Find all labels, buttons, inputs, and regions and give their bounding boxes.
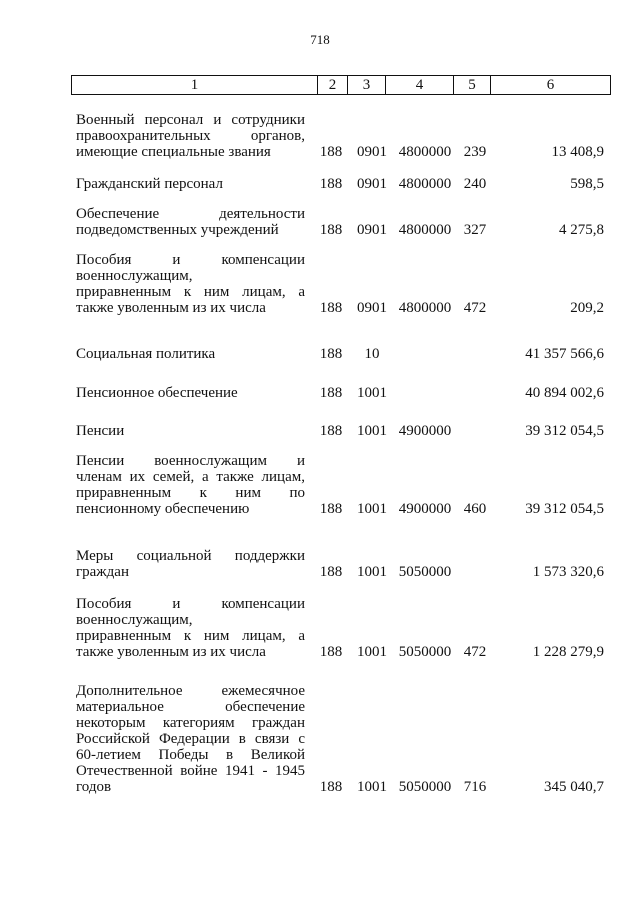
description-line: Меры социальной поддержки [76,548,305,564]
description-line: Пенсии [76,423,125,439]
ministry-code: 188 [319,346,343,362]
section-code: 1001 [357,779,387,795]
target-article-code: 4800000 [398,222,452,238]
description-line: 60-летием Победы в Великой [76,747,305,763]
section-code: 0901 [357,144,387,160]
description-line: Гражданский персонал [76,176,223,192]
ministry-code: 188 [319,779,343,795]
expense-type-code: 327 [463,222,487,238]
description-line: граждан [76,564,129,580]
description-line: Пособия и компенсации [76,596,305,612]
section-code: 1001 [357,501,387,517]
header-col-3: 3 [348,76,386,95]
expense-type-code: 472 [463,644,487,660]
column-header-table [71,75,611,95]
target-article-code: 4800000 [398,300,452,316]
section-code: 1001 [357,564,387,580]
description-line: Военный персонал и сотрудники [76,112,305,128]
ministry-code: 188 [319,423,343,439]
target-article-code: 5050000 [398,644,452,660]
ministry-code: 188 [319,385,343,401]
amount: 13 408,9 [551,144,604,160]
expense-type-code: 460 [463,501,487,517]
target-article-code: 4900000 [398,501,452,517]
ministry-code: 188 [319,222,343,238]
amount: 209,2 [570,300,604,316]
description-line: также уволенным из их числа [76,300,266,316]
header-row [72,76,611,95]
header-col-6: 6 [491,76,611,95]
ministry-code: 188 [319,144,343,160]
header-col-4: 4 [386,76,454,95]
row-description [76,385,305,401]
row-description [76,176,305,192]
section-code: 1001 [357,385,387,401]
description-line: Пособия и компенсации [76,252,305,268]
description-line: подведомственных учреждений [76,222,279,238]
row-description [76,453,305,517]
row-description [76,683,305,795]
row-description [76,112,305,160]
description-line: Пенсии военнослужащим и [76,453,305,469]
description-line: Дополнительное ежемесячное [76,683,305,699]
row-description [76,346,305,362]
description-line: военнослужащим, [76,268,193,284]
amount: 39 312 054,5 [525,501,604,517]
amount: 4 275,8 [559,222,604,238]
target-article-code: 4900000 [398,423,452,439]
row-description [76,252,305,316]
description-line: приравненным к ним по [76,485,305,501]
description-line: приравненным к ним лицам, а [76,284,305,300]
row-description [76,548,305,580]
amount: 1 228 279,9 [532,644,604,660]
section-code: 1001 [357,644,387,660]
ministry-code: 188 [319,501,343,517]
description-line: имеющие специальные звания [76,144,271,160]
description-line: пенсионному обеспечению [76,501,250,517]
target-article-code: 5050000 [398,779,452,795]
description-line: материальное обеспечение [76,699,305,715]
section-code: 0901 [357,222,387,238]
description-line: Социальная политика [76,346,216,362]
description-line: годов [76,779,112,795]
amount: 345 040,7 [544,779,604,795]
amount: 1 573 320,6 [532,564,604,580]
description-line: Российской Федерации в связи с [76,731,305,747]
ministry-code: 188 [319,176,343,192]
target-article-code: 5050000 [398,564,452,580]
header-col-5: 5 [454,76,491,95]
description-line: приравненным к ним лицам, а [76,628,305,644]
amount: 598,5 [570,176,604,192]
page-number: 718 [310,32,330,47]
target-article-code: 4800000 [398,176,452,192]
header-col-1: 1 [72,76,318,95]
amount: 40 894 002,6 [525,385,604,401]
expense-type-code: 240 [463,176,487,192]
description-line: Отечественной войне 1941 - 1945 [76,763,305,779]
expense-type-code: 472 [463,300,487,316]
header-col-2: 2 [318,76,348,95]
description-line: военнослужащим, [76,612,193,628]
expense-type-code: 716 [463,779,487,795]
section-code: 0901 [357,176,387,192]
ministry-code: 188 [319,564,343,580]
row-description [76,206,305,238]
amount: 39 312 054,5 [525,423,604,439]
target-article-code: 4800000 [398,144,452,160]
section-code: 10 [364,346,380,362]
row-description [76,423,305,439]
row-description [76,596,305,660]
amount: 41 357 566,6 [525,346,604,362]
description-line: также уволенным из их числа [76,644,266,660]
ministry-code: 188 [319,644,343,660]
section-code: 1001 [357,423,387,439]
expense-type-code: 239 [463,144,487,160]
ministry-code: 188 [319,300,343,316]
description-line: некоторым категориям граждан [76,715,305,731]
description-line: Обеспечение деятельности [76,206,305,222]
description-line: правоохранительных органов, [76,128,305,144]
description-line: Пенсионное обеспечение [76,385,238,401]
section-code: 0901 [357,300,387,316]
description-line: членам их семей, а также лицам, [76,469,305,485]
